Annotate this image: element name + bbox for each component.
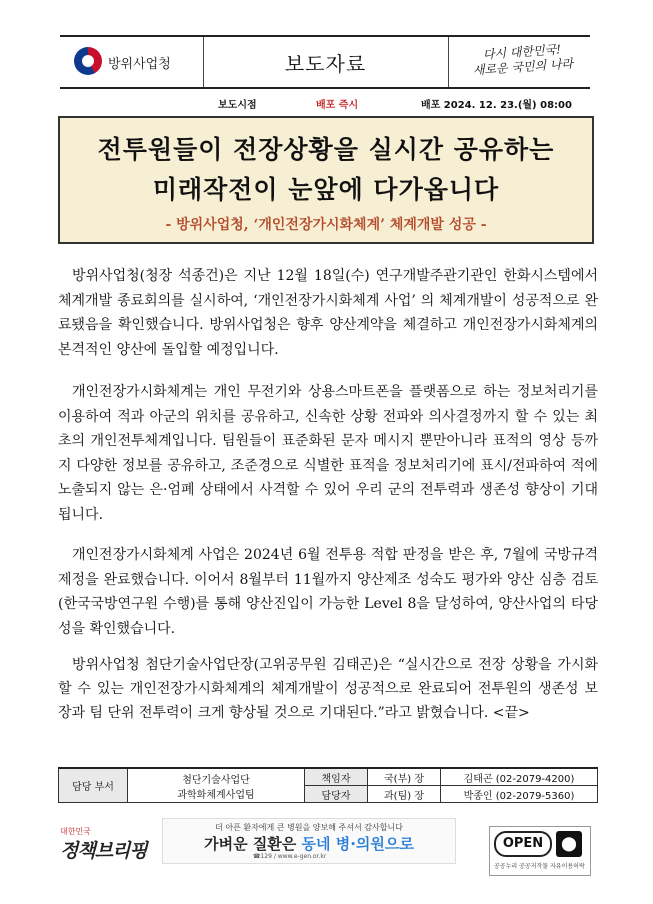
- release-label: 보도시점: [218, 100, 257, 111]
- brand-small: 대한민국: [60, 827, 91, 836]
- contact-position: 국(부) 장: [368, 768, 441, 786]
- agency-logo-icon: [74, 47, 102, 75]
- paragraph-3: 개인전장가시화체계 사업은 2024년 6월 전투용 적합 판정을 받은 후, 7월에 국방규격 제정을 완료했습니다. 이어서 8월부터 11월까지 양산제조 성숙도 평가와 양산 심층 검토(한국국방연구원 수행)를 통해 양산진입이 가능한 Level 8을 달성하여, 양산사업의 타당성을 확인했습니다.: [58, 547, 598, 637]
- contact-position: 과(팀) 장: [368, 786, 441, 803]
- header-divider: [448, 37, 449, 87]
- doc-type: 보도자료: [284, 52, 367, 76]
- paragraph-1: 방위사업청(청장 석종건)은 지난 12월 18일(수) 연구개발주관기관인 한화시스템에서 체계개발 종료회의를 실시하여, ‘개인전장가시화체계 사업’ 의 체계개발이 성공적으로 완료됐음을 확인했습니다. 방위사업청은 향후 양산계약을 체결하고 개인전장가시화체계의 본격적인 양산에 돌입할 예정입니다.: [58, 268, 598, 358]
- open-label: OPEN: [494, 831, 552, 857]
- banner-main-1: 가벼운 질환은: [204, 835, 302, 853]
- document-header: [60, 35, 590, 89]
- dept-name-line2: 과학화체계사업팀: [177, 789, 255, 801]
- banner-top: 더 아픈 환자에게 큰 병원을 양보해 주셔서 감사합니다: [215, 823, 403, 832]
- public-banner: [162, 818, 456, 864]
- table-row: [59, 768, 598, 786]
- open-license-badge: [489, 826, 591, 876]
- contact-table: [58, 767, 598, 803]
- subtitle: - 방위사업청, ‘개인전장가시화체계’ 체계개발 성공 -: [165, 217, 487, 233]
- release-date: 배포 2024. 12. 23.(월) 08:00: [421, 100, 572, 111]
- contact-person: 박종인 (02-2079-5360): [441, 786, 598, 803]
- headline-line1: 전투원들이 전장상황을 실시간 공유하는: [97, 135, 555, 164]
- paragraph-2: 개인전장가시화체계는 개인 무전기와 상용스마트폰을 플랫폼으로 하는 정보처리기를 이용하여 적과 아군의 위치를 공유하고, 신속한 상황 전파와 의사결정까지 할 수 있는 최초의 개인전투체계입니다. 팀원들이 표준화된 문자 메시지 뿐만아니라 표적의 영상 등까지 다양한 정보를 공유하고, 조준경으로 식별한 표적을 정보처리기에 표시/전파하여 적에 노출되지 않는 은·엄폐 상태에서 사격할 수 있어 우리 군의 전투력과 생존성 향상이 기대됩니다.: [58, 384, 598, 523]
- contact-role: 책임자: [305, 768, 368, 786]
- title-box: [58, 116, 594, 244]
- agency-name: 방위사업청: [108, 57, 171, 72]
- headline-line2: 미래작전이 눈앞에 다가옵니다: [152, 175, 500, 204]
- release-value: 배포 즉시: [316, 100, 359, 111]
- slogan-line2: 새로운 국민의 나라: [472, 56, 574, 78]
- banner-main-2: 동네 병·의원으로: [301, 835, 414, 853]
- open-caption: 공공누리 공공저작물 자유이용허락: [494, 863, 585, 870]
- banner-main: [163, 833, 455, 854]
- banner-sub: ☎129 / www.e-gen.or.kr: [253, 853, 327, 860]
- license-icon: ⬤: [556, 831, 582, 857]
- slogan: [459, 41, 586, 80]
- contact-role: 담당자: [305, 786, 368, 803]
- slogan-line1: 다시 대한민국!: [482, 42, 562, 62]
- brand-big: 정책브리핑: [60, 840, 147, 862]
- contact-person: 김태곤 (02-2079-4200): [441, 768, 598, 786]
- dept-label: 담당 부서: [59, 768, 128, 803]
- dept-name-line1: 첨단기술사업단: [182, 774, 250, 786]
- paragraph-4: 방위사업청 첨단기술사업단장(고위공무원 김태곤)은 “실시간으로 전장 상황을 가시화할 수 있는 개인전장가시화체계의 체계개발이 성공적으로 완료되어 전투원의 생존성 보장과 팀 단위 전투력이 크게 향상될 것으로 기대된다.”라고 밝혔습니다. <끝>: [58, 657, 598, 721]
- dept-name: [128, 768, 305, 803]
- policy-briefing-logo: [58, 826, 158, 870]
